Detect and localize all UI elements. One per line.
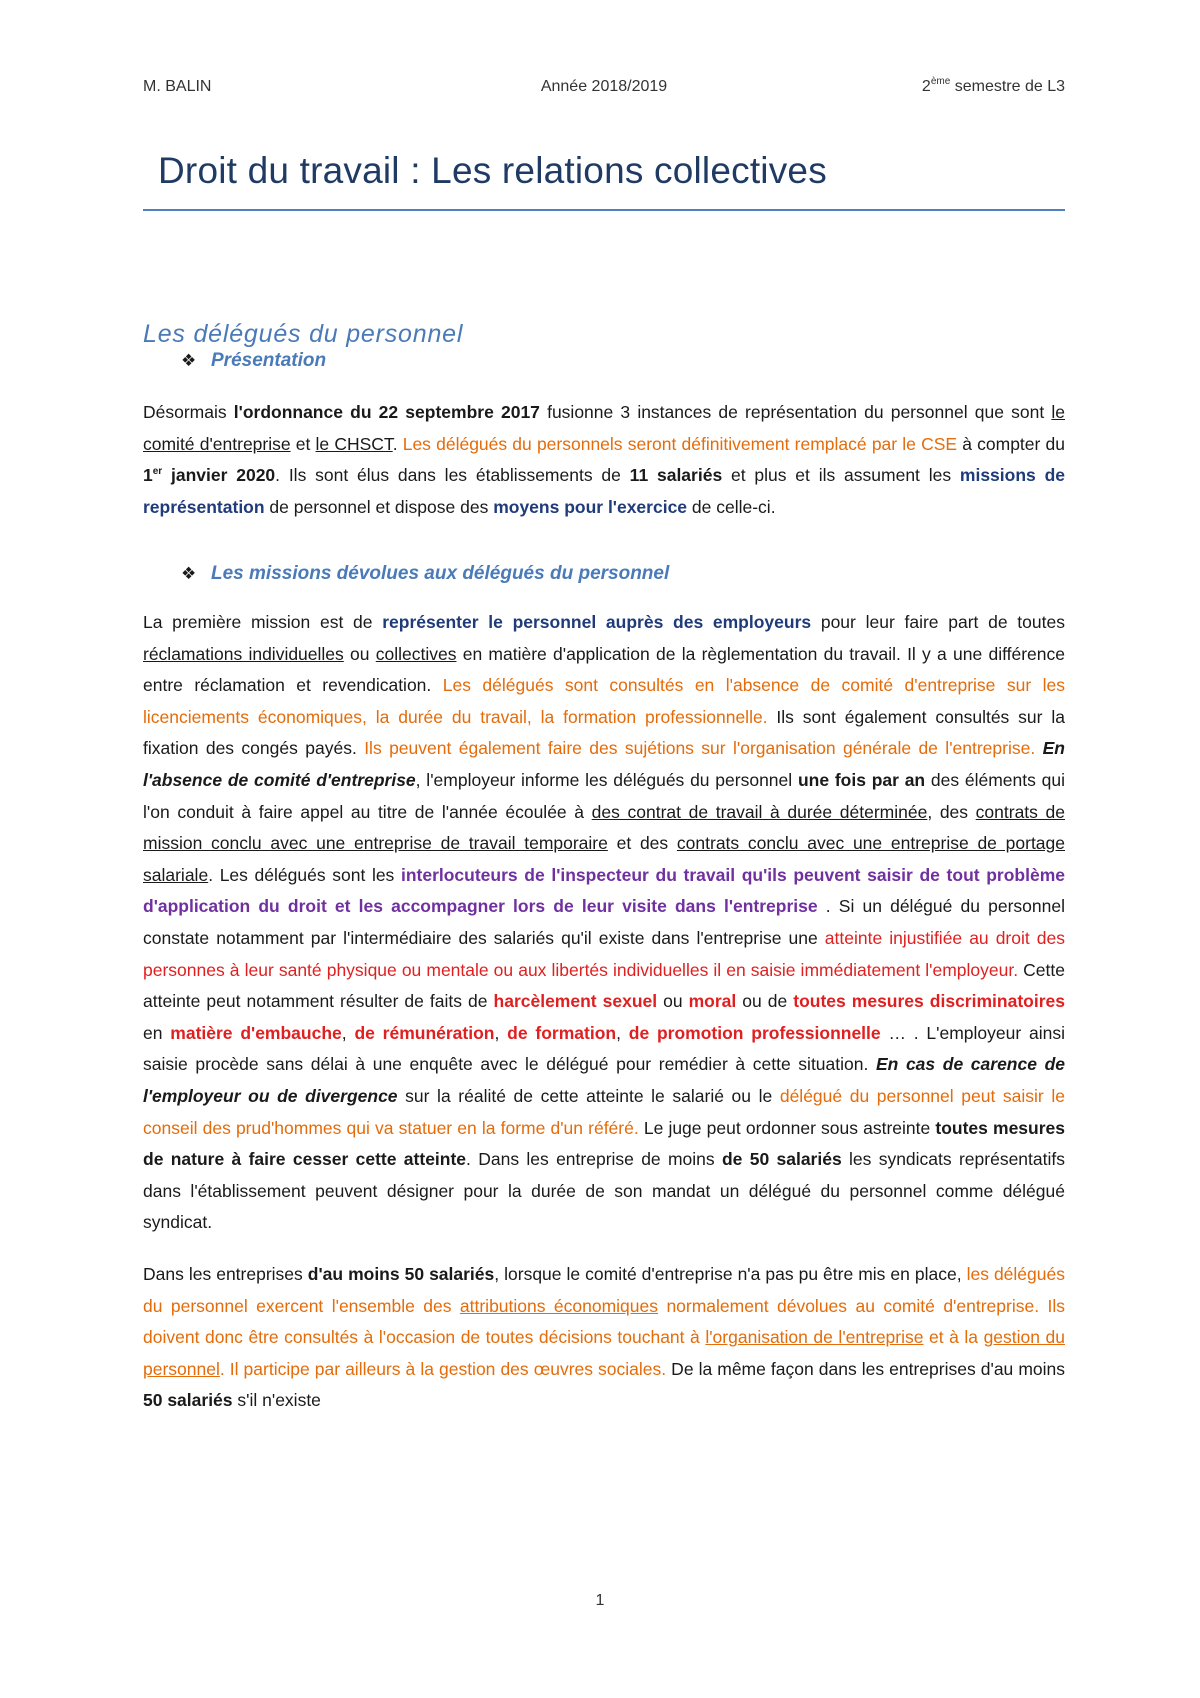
text-run: et des xyxy=(607,833,677,854)
text-run: Ils sont également consultés sur la fixation des congés payés. xyxy=(143,706,1065,759)
text-run: réclamations individuelles xyxy=(143,643,344,664)
diamond-bullet-icon: ❖ xyxy=(181,564,197,583)
text-run: harcèlement sexuel xyxy=(493,991,658,1012)
text-run: fusionne 3 instances de représentation du personnel que sont xyxy=(539,402,1052,422)
title-divider xyxy=(143,209,1065,211)
text-run: … . L'employeur ainsi saisie procède sans délai à une enquête avec le délégué pour remédier à cette situation. xyxy=(143,1022,1065,1075)
text-run: . Ils sont élus dans les établissements de xyxy=(275,465,630,486)
text-run: Dans les entreprises xyxy=(143,1264,308,1284)
subsection-heading-missions xyxy=(181,563,669,585)
text-run: Les délégués du personnels seront définitivement remplacé par le CSE xyxy=(402,433,958,454)
text-run: et xyxy=(290,433,316,454)
text-run: le comité d'entreprise xyxy=(143,402,1065,454)
text-run: d'au moins 50 salariés xyxy=(307,1264,495,1284)
text-run: . Dans les entreprise de moins xyxy=(466,1149,722,1170)
text-run: Les délégués sont consultés en l'absence de comité d'entreprise sur les licenciements économiques, la durée du travail, la formation professionnelle. xyxy=(143,675,1066,727)
text-run: La première mission est de xyxy=(143,612,383,632)
text-run: 1 xyxy=(143,465,153,486)
text-run: pour leur faire part de toutes xyxy=(811,612,1065,632)
text-run: De la même façon dans les entreprises d'au moins xyxy=(666,1358,1065,1379)
text-run: s'il n'existe xyxy=(232,1390,321,1411)
header-semester xyxy=(922,78,1065,96)
text-run: 11 salariés xyxy=(629,465,723,486)
text-run xyxy=(1035,738,1042,758)
text-run: , des xyxy=(927,801,976,822)
text-run: en matière d'application de la règlementation du travail. Il y a une différence entre réclamation et revendication. xyxy=(143,643,1065,696)
header-semester-superscript: ème xyxy=(930,76,951,87)
text-run: , lorsque le comité d'entreprise n'a pas pu être mis en place, xyxy=(494,1264,967,1284)
text-run: . Les délégués sont les xyxy=(208,864,401,885)
text-run: , xyxy=(616,1022,629,1043)
text-run: En l'absence de comité d'entreprise xyxy=(143,738,1065,790)
page-header xyxy=(143,78,1065,100)
text-run: toutes mesures de nature à faire cesser cette atteinte xyxy=(143,1117,1065,1170)
paragraph-missions xyxy=(143,607,1065,1239)
text-run: des éléments qui l'on conduit à faire appel au titre de l'année écoulée à xyxy=(143,769,1066,822)
text-run: de celle-ci. xyxy=(687,496,776,517)
text-run: matière d'embauche xyxy=(170,1022,342,1043)
text-run: Cette atteinte peut notamment résulter de faits de xyxy=(143,959,1065,1012)
text-run: à compter du xyxy=(957,433,1065,454)
text-run: toutes mesures discriminatoires xyxy=(793,991,1065,1012)
page-number: 1 xyxy=(595,1592,605,1609)
text-run: missions de représentation xyxy=(143,465,1065,517)
text-run: en xyxy=(143,1022,171,1043)
text-run: de formation xyxy=(507,1022,617,1043)
text-run: normalement dévolues au comité d'entreprise. Ils doivent donc être consultés à l'occasion de toutes décisions touchant à xyxy=(143,1295,1065,1348)
text-run: . Si un délégué du personnel constate notamment par l'intermédiaire des salariés qu'il existe dans l'entreprise une xyxy=(143,896,1066,948)
text-run: 50 salariés xyxy=(143,1390,233,1411)
text-run: représenter le personnel auprès des employeurs xyxy=(382,612,812,632)
text-run: moyens pour l'exercice xyxy=(493,496,688,517)
diamond-bullet-icon: ❖ xyxy=(181,351,197,370)
paragraph-presentation xyxy=(143,397,1065,523)
subsection-title-presentation: Présentation xyxy=(211,350,327,371)
text-run: contrats de mission conclu avec une entreprise de travail temporaire xyxy=(143,801,1066,854)
text-run: délégué du personnel peut saisir le conseil des prud'hommes qui va statuer en la forme d'un référé. xyxy=(143,1085,1065,1138)
header-year: Année 2018/2019 xyxy=(540,78,668,95)
text-run: Le juge peut ordonner sous astreinte xyxy=(638,1117,936,1138)
text-run: de rémunération xyxy=(354,1022,495,1043)
text-run: janvier 2020 xyxy=(162,465,276,486)
text-run: . xyxy=(392,433,403,454)
text-run: une fois par an xyxy=(797,769,926,790)
text-run: gestion du personnel xyxy=(143,1327,1065,1379)
subsection-heading-presentation xyxy=(181,350,326,372)
text-run: er xyxy=(152,466,163,478)
text-run: moral xyxy=(688,991,737,1012)
text-run: de 50 salariés xyxy=(721,1149,842,1170)
text-run: le CHSCT xyxy=(315,433,393,454)
text-run: de promotion professionnelle xyxy=(628,1022,881,1043)
text-run: En cas de carence de l'employeur ou de divergence xyxy=(143,1054,1065,1106)
text-run: les syndicats représentatifs dans l'établissement peuvent désigner pour la durée de son mandat un délégué du personnel comme délégué syndicat. xyxy=(143,1149,1065,1233)
text-run: les délégués du personnel exercent l'ensemble des xyxy=(143,1264,1065,1316)
text-run: attributions économiques xyxy=(459,1295,659,1316)
text-run: , xyxy=(494,1022,508,1043)
paragraph-economic-attributions xyxy=(143,1259,1065,1417)
text-run: ou de xyxy=(736,991,794,1012)
text-run: , l'employeur informe les délégués du personnel xyxy=(415,769,798,790)
text-run: sur la réalité de cette atteinte le salarié ou le xyxy=(397,1085,780,1106)
subsection-title-missions: Les missions dévolues aux délégués du personnel xyxy=(211,563,670,584)
section-heading: Les délégués du personnel xyxy=(143,320,464,348)
text-run: l'organisation de l'entreprise xyxy=(705,1327,924,1348)
text-run: des contrat de travail à durée déterminée xyxy=(591,801,928,822)
text-run: collectives xyxy=(375,643,457,664)
text-run: Désormais xyxy=(143,402,234,422)
text-run: . Il participe par ailleurs à la gestion des œuvres sociales. xyxy=(219,1358,667,1379)
text-run: et plus et ils assument les xyxy=(722,465,960,486)
header-semester-number: 2 xyxy=(921,78,931,95)
text-run: de personnel et dispose des xyxy=(264,496,494,517)
document-title: Droit du travail : Les relations collectives xyxy=(158,150,827,191)
text-run: contrats conclu avec une entreprise de portage salariale xyxy=(143,833,1066,885)
header-author: M. BALIN xyxy=(143,78,212,95)
text-run: l'ordonnance du 22 septembre 2017 xyxy=(233,402,540,422)
text-run: interlocuteurs de l'inspecteur du travail qu'ils peuvent saisir de tout problème d'application du droit et les accompagner lors de leur visite dans l'entreprise xyxy=(143,864,1065,917)
text-run: ou xyxy=(657,991,689,1012)
header-semester-text: semestre de L3 xyxy=(950,78,1065,95)
text-run: et à la xyxy=(923,1327,984,1348)
text-run: atteinte injustifiée au droit des personnes à leur santé physique ou mentale ou aux libertés individuelles il en saisie immédiatement l'employeur. xyxy=(143,927,1065,980)
text-run: Ils peuvent également faire des sujétions sur l'organisation générale de l'entreprise. xyxy=(364,738,1036,759)
text-run: , xyxy=(341,1022,355,1043)
text-run: ou xyxy=(343,643,376,664)
